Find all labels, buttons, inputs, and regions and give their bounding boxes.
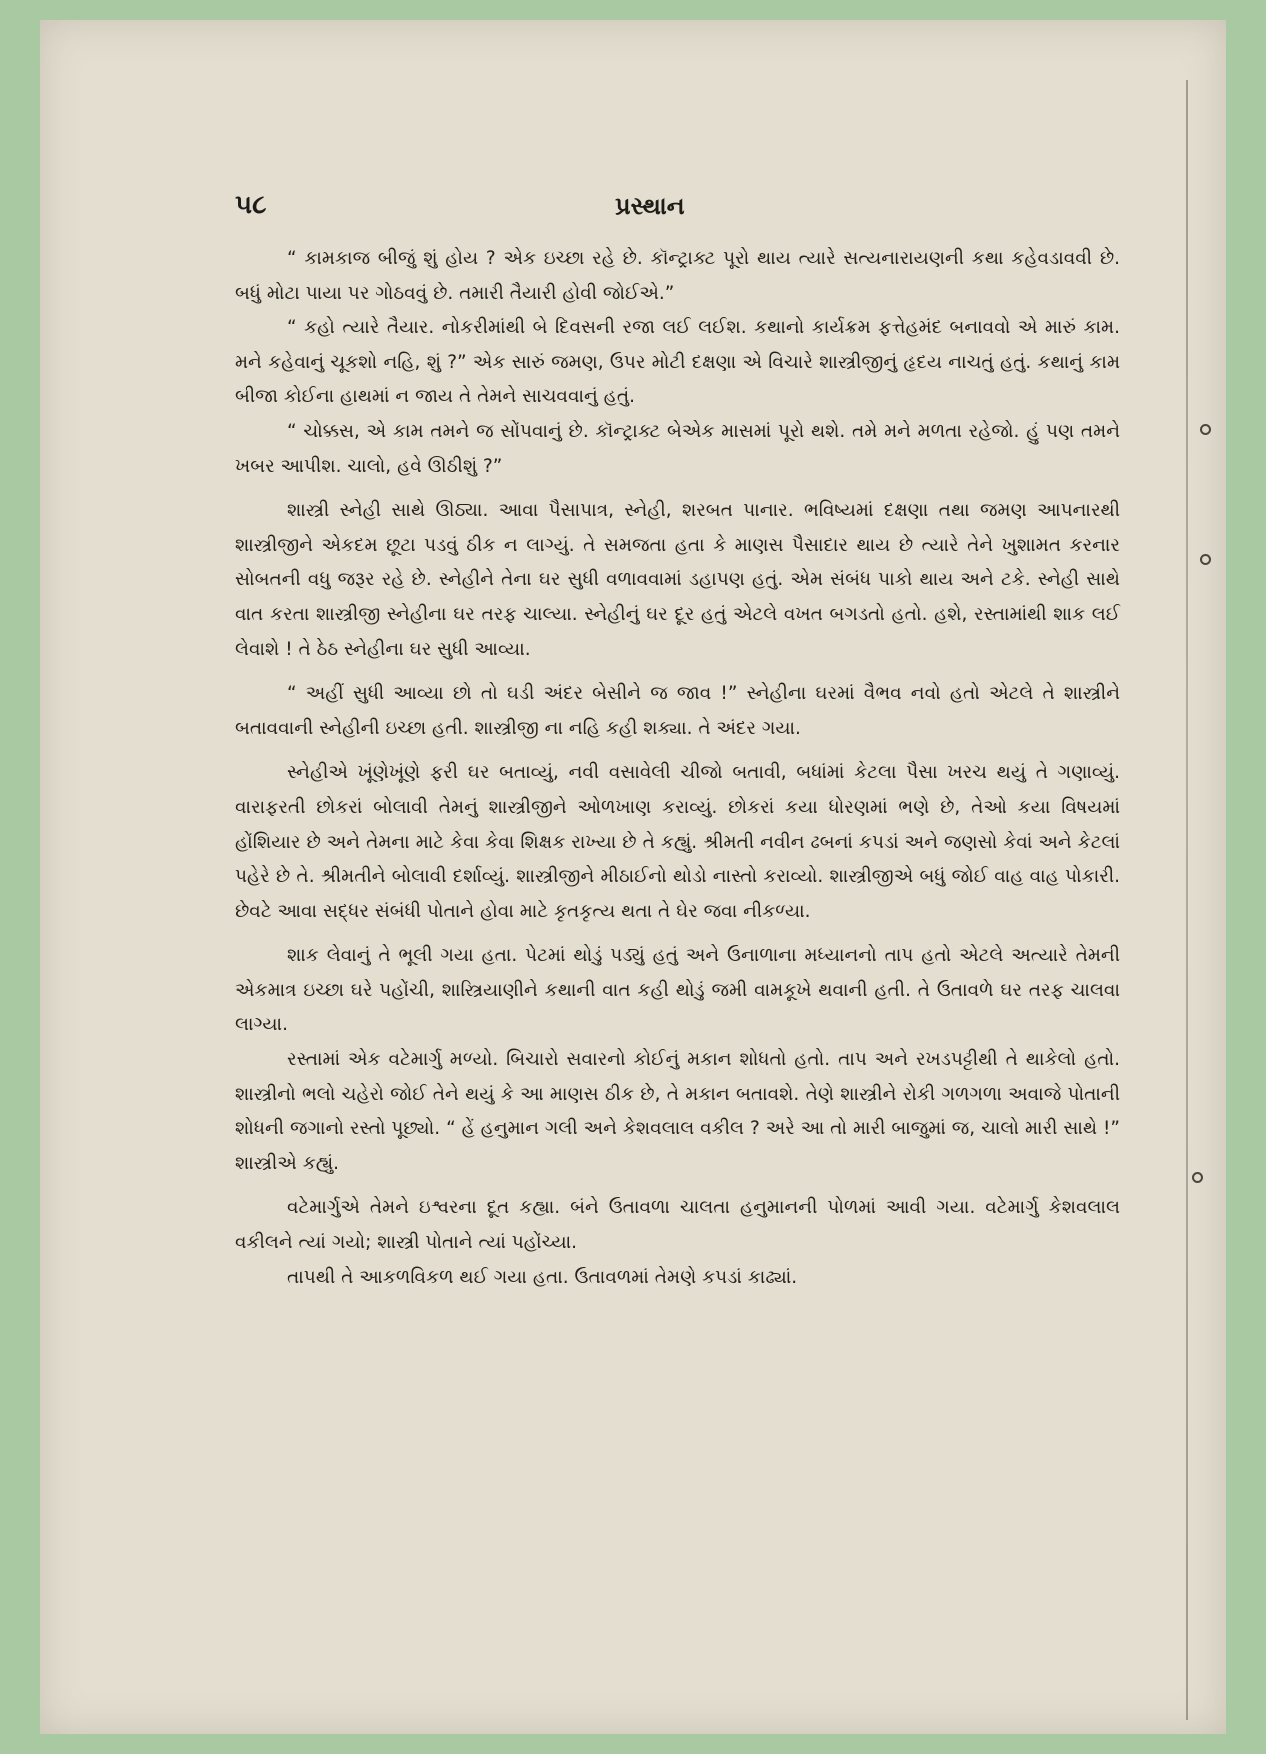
paragraph: તાપથી તે આકળવિકળ થઈ ગયા હતા. ઉતાવળમાં તેમણે કપડાં કાઢ્યાં.: [287, 1266, 798, 1288]
paragraph: “ કામકાજ બીજું શું હોય ? એક ઇચ્છા રહે છે. કૉન્ટ્રાક્ટ પૂરો થાય ત્યારે સત્યનારાયણની કથા કહેવડાવવી છે. બધું મોટા પાયા પર ગોઠવવું છે. તમારી તૈયારી હોવી જોઈએ.”: [235, 248, 1120, 304]
paragraph: “ ચોક્કસ, એ કામ તમને જ સોંપવાનું છે. કૉન્ટ્રાક્ટ બેએક માસમાં પૂરો થશે. તમે મને મળતા રહેજો. હું પણ તમને ખબર આપીશ. ચાલો, હવે ઊઠીશું ?”: [235, 420, 1120, 477]
paragraph: “ કહો ત્યારે તૈયાર. નોકરીમાંથી બે દિવસની રજા લઈ લઈશ. કથાનો કાર્યક્રમ ફત્તેહમંદ બનાવવો એ મારું કામ. મને કહેવાનું ચૂકશો નહિ, શું ?” એક સારું જમણ, ઉપર મોટી દક્ષણા એ વિચારે શાસ્ત્રીજીનું હૃદય નાચતું હતું. કથાનું કામ બીજા કોઈના હાથમાં ન જાય તે તેમને સાચવવાનું હતું.: [235, 317, 1120, 408]
paragraph: વટેમાર્ગુએ તેમને ઇશ્વરના દૂત કહ્યા. બંને ઉતાવળા ચાલતા હનુમાનની પોળમાં આવી ગયા. વટેમાર્ગુ કેશવલાલ વકીલને ત્યાં ગયો; શાસ્ત્રી પોતાને ત્યાં પહોંચ્યા.: [235, 1197, 1120, 1254]
paper-spot: [1192, 1172, 1203, 1183]
page-edge-shadow: [1186, 80, 1188, 1720]
paragraph: સ્નેહીએ ખૂંણેખૂંણે ફરી ઘર બતાવ્યું, નવી વસાવેલી ચીજો બતાવી, બધાંમાં કેટલા પૈસા ખરચ થયું તે ગણાવ્યું. વારાફરતી છોકરાં બોલાવી તેમનું શાસ્ત્રીજીને ઓળખાણ કરાવ્યું. છોકરાં કયા ધોરણમાં ભણે છે, તેઓ કયા વિષયમાં હોંશિયાર છે અને તેમના માટે કેવા કેવા શિક્ષક રાખ્યા છે તે કહ્યું. શ્રીમતી નવીન ઢબનાં કપડાં અને જણસો કેવાં અને કેટલાં પહેરે છે તે. શ્રીમતીને બોલાવી દર્શાવ્યું. શાસ્ત્રીજીને મીઠાઈનો થોડો નાસ્તો કરાવ્યો. શાસ્ત્રીજીએ બધું જોઈ વાહ વાહ પોકારી. છેવટે આવા સદ્ધર સંબંધી પોતાને હોવા માટે કૃતકૃત્ય થતા તે ઘેર જવા નીકળ્યા.: [235, 762, 1120, 922]
paragraph: શાસ્ત્રી સ્નેહી સાથે ઊઠ્યા. આવા પૈસાપાત્ર, સ્નેહી, શરબત પાનાર. ભવિષ્યમાં દક્ષણા તથા જમણ આપનારથી શાસ્ત્રીજીને એકદમ છૂટા પડવું ઠીક ન લાગ્યું. તે સમજતા હતા કે માણસ પૈસાદાર થાય છે ત્યારે તેને ખુશામત કરનાર સોબતની વધુ જરૂર રહે છે. સ્નેહીને તેના ઘર સુધી વળાવવામાં ડહાપણ હતું. એમ સંબંધ પાકો થાય અને ટકે. સ્નેહી સાથે વાત કરતા શાસ્ત્રીજી સ્નેહીના ઘર તરફ ચાલ્યા. સ્નેહીનું ઘર દૂર હતું એટલે વખત બગડતો હતો. હશે, રસ્તામાંથી શાક લઈ લેવાશે ! તે ઠેઠ સ્નેહીના ઘર સુધી આવ્યા.: [235, 500, 1120, 660]
body-text: [235, 242, 1120, 1295]
page-header: [235, 190, 1135, 230]
paragraph: રસ્તામાં એક વટેમાર્ગુ મળ્યો. બિચારો સવારનો કોઈનું મકાન શોધતો હતો. તાપ અને રખડપટ્ટીથી તે થાકેલો હતો. શાસ્ત્રીનો ભલો ચહેરો જોઈ તેને થયું કે આ માણસ ઠીક છે, તે મકાન બતાવશે. તેણે શાસ્ત્રીને રોકી ગળગળા અવાજે પોતાની શોધની જગાનો રસ્તો પૂછ્યો. “ હેં હનુમાન ગલી અને કેશવલાલ વકીલ ? અરે આ તો મારી બાજુમાં જ, ચાલો મારી સાથે !” શાસ્ત્રીએ કહ્યું.: [235, 1049, 1120, 1174]
running-title: પ્રસ્થાન: [615, 192, 685, 220]
paper-spot: [1200, 554, 1211, 565]
paragraph: “ અહીં સુધી આવ્યા છો તો ઘડી અંદર બેસીને જ જાવ !” સ્નેહીના ઘરમાં વૈભવ નવો હતો એટલે તે શાસ્ત્રીને બતાવવાની સ્નેહીની ઇચ્છા હતી. શાસ્ત્રીજી ના નહિ કહી શક્યા. તે અંદર ગયા.: [235, 683, 1120, 739]
paragraph: શાક લેવાનું તે ભૂલી ગયા હતા. પેટમાં થોડું પડ્યું હતું અને ઉનાળાના મધ્યાનનો તાપ હતો એટલે અત્યારે તેમની એકમાત્ર ઇચ્છા ઘરે પહોંચી, શાસ્ત્રિયાણીને કથાની વાત કહી થોડું જમી વામકૂખે થવાની હતી. તે ઉતાવળે ઘર તરફ ચાલવા લાગ્યા.: [235, 945, 1120, 1036]
paper-spot: [1200, 424, 1211, 435]
page-number: ૫૮: [235, 190, 267, 220]
book-page: [40, 20, 1226, 1734]
